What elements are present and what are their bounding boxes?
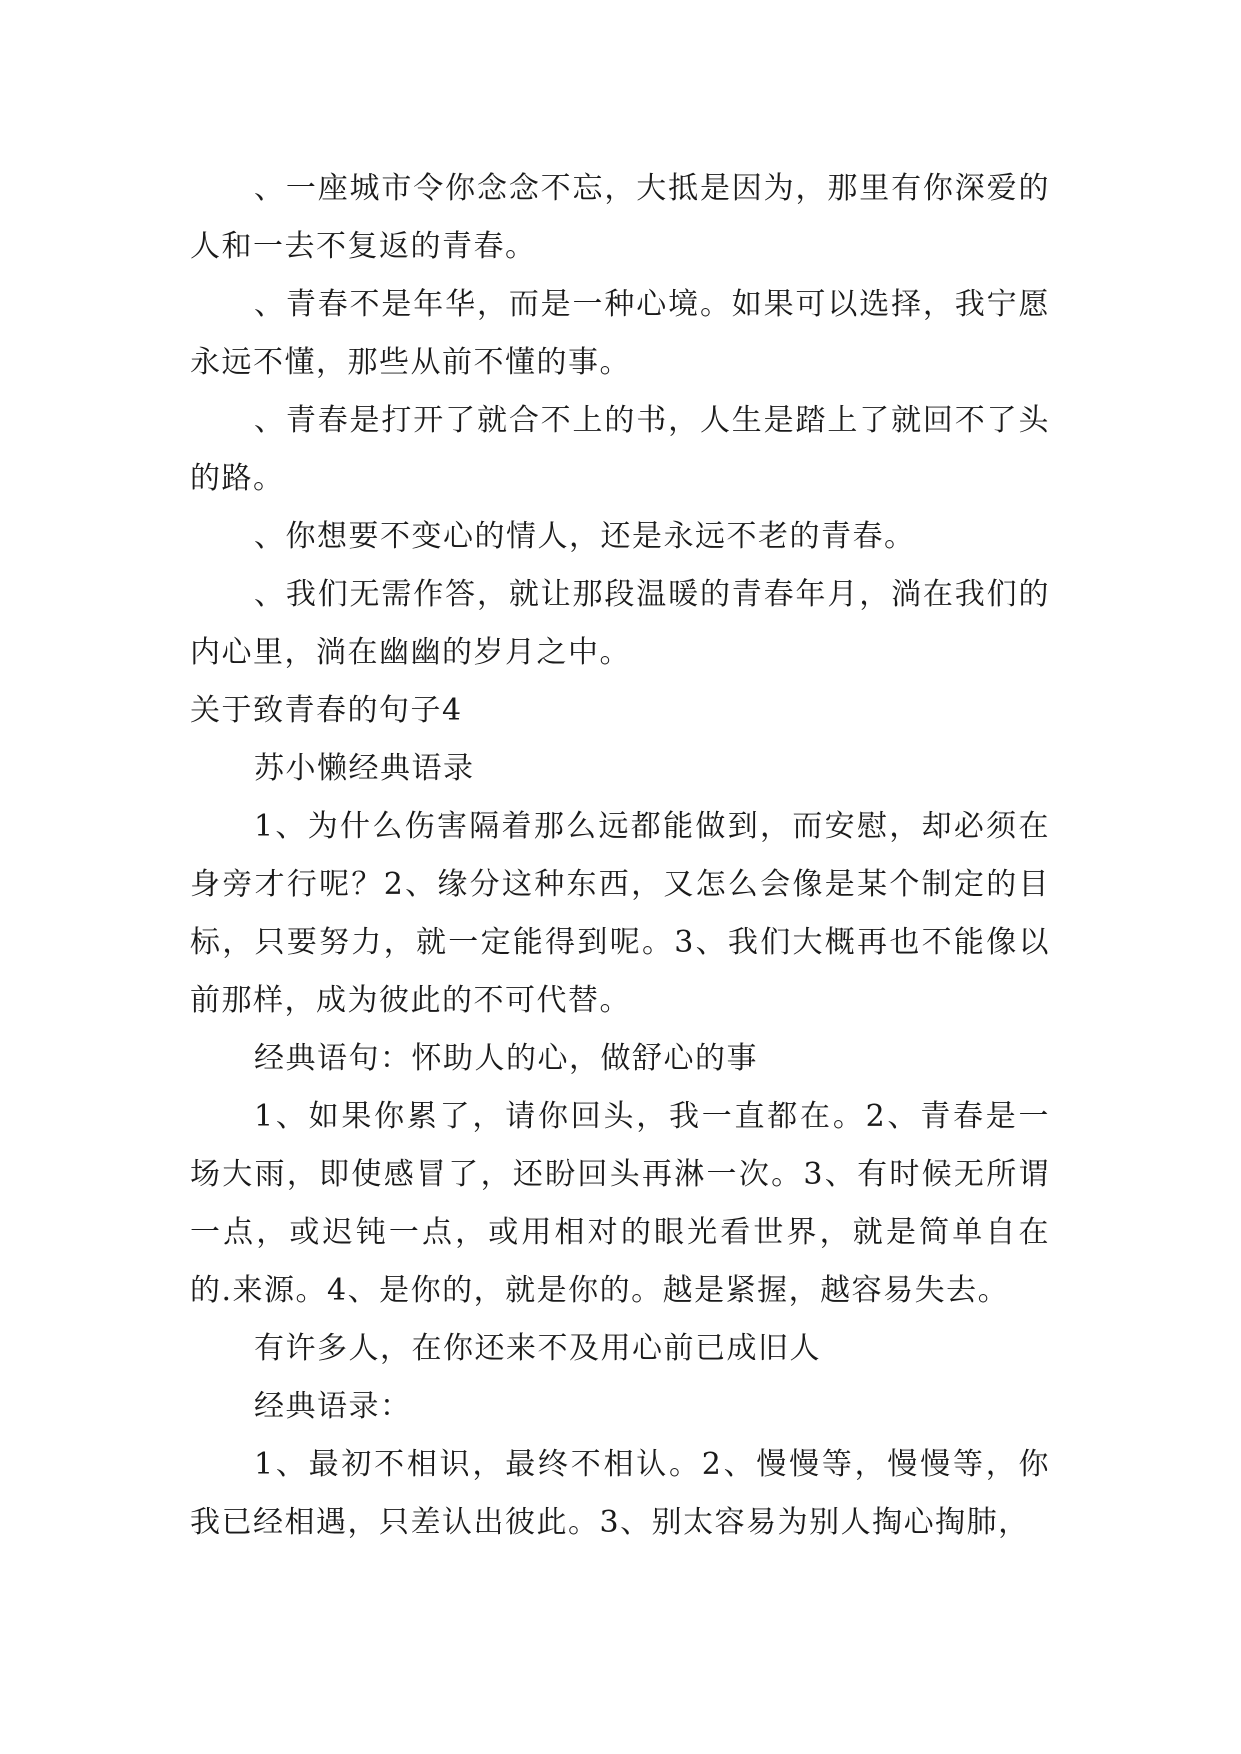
section-heading: 关于致青春的句子4 — [190, 693, 463, 728]
paragraph-subtitle: 经典语句：怀助人的心，做舒心的事 — [254, 1041, 758, 1076]
paragraph-subtitle: 苏小懒经典语录 — [254, 751, 475, 786]
paragraph: 、青春不是年华，而是一种心境。如果可以选择，我宁愿永远不懂，那些从前不懂的事。 — [190, 287, 1050, 380]
paragraph: 1、最初不相识，最终不相认。2、慢慢等，慢慢等，你我已经相遇，只差认出彼此。3、别太容易为别人掏心掏肺， — [190, 1447, 1050, 1540]
paragraph: 、你想要不变心的情人，还是永远不老的青春。 — [254, 519, 916, 554]
paragraph: 、一座城市令你念念不忘，大抵是因为，那里有你深爱的人和一去不复返的青春。 — [190, 171, 1050, 264]
document-body — [190, 160, 1050, 1552]
paragraph-subtitle: 有许多人，在你还来不及用心前已成旧人 — [254, 1331, 821, 1366]
paragraph: 1、为什么伤害隔着那么远都能做到，而安慰，却必须在身旁才行呢？2、缘分这种东西，又怎么会像是某个制定的目标，只要努力，就一定能得到呢。3、我们大概再也不能像以前那样，成为彼此的不可代替。 — [190, 809, 1050, 1018]
paragraph: 、我们无需作答，就让那段温暖的青春年月，淌在我们的内心里，淌在幽幽的岁月之中。 — [190, 577, 1050, 670]
paragraph: 1、如果你累了，请你回头，我一直都在。2、青春是一场大雨，即使感冒了，还盼回头再淋一次。3、有时候无所谓一点，或迟钝一点，或用相对的眼光看世界，就是简单自在的.来源。4、是你的，就是你的。越是紧握，越容易失去。 — [190, 1099, 1050, 1308]
paragraph-subtitle: 经典语录： — [254, 1389, 412, 1424]
paragraph: 、青春是打开了就合不上的书，人生是踏上了就回不了头的路。 — [190, 403, 1050, 496]
